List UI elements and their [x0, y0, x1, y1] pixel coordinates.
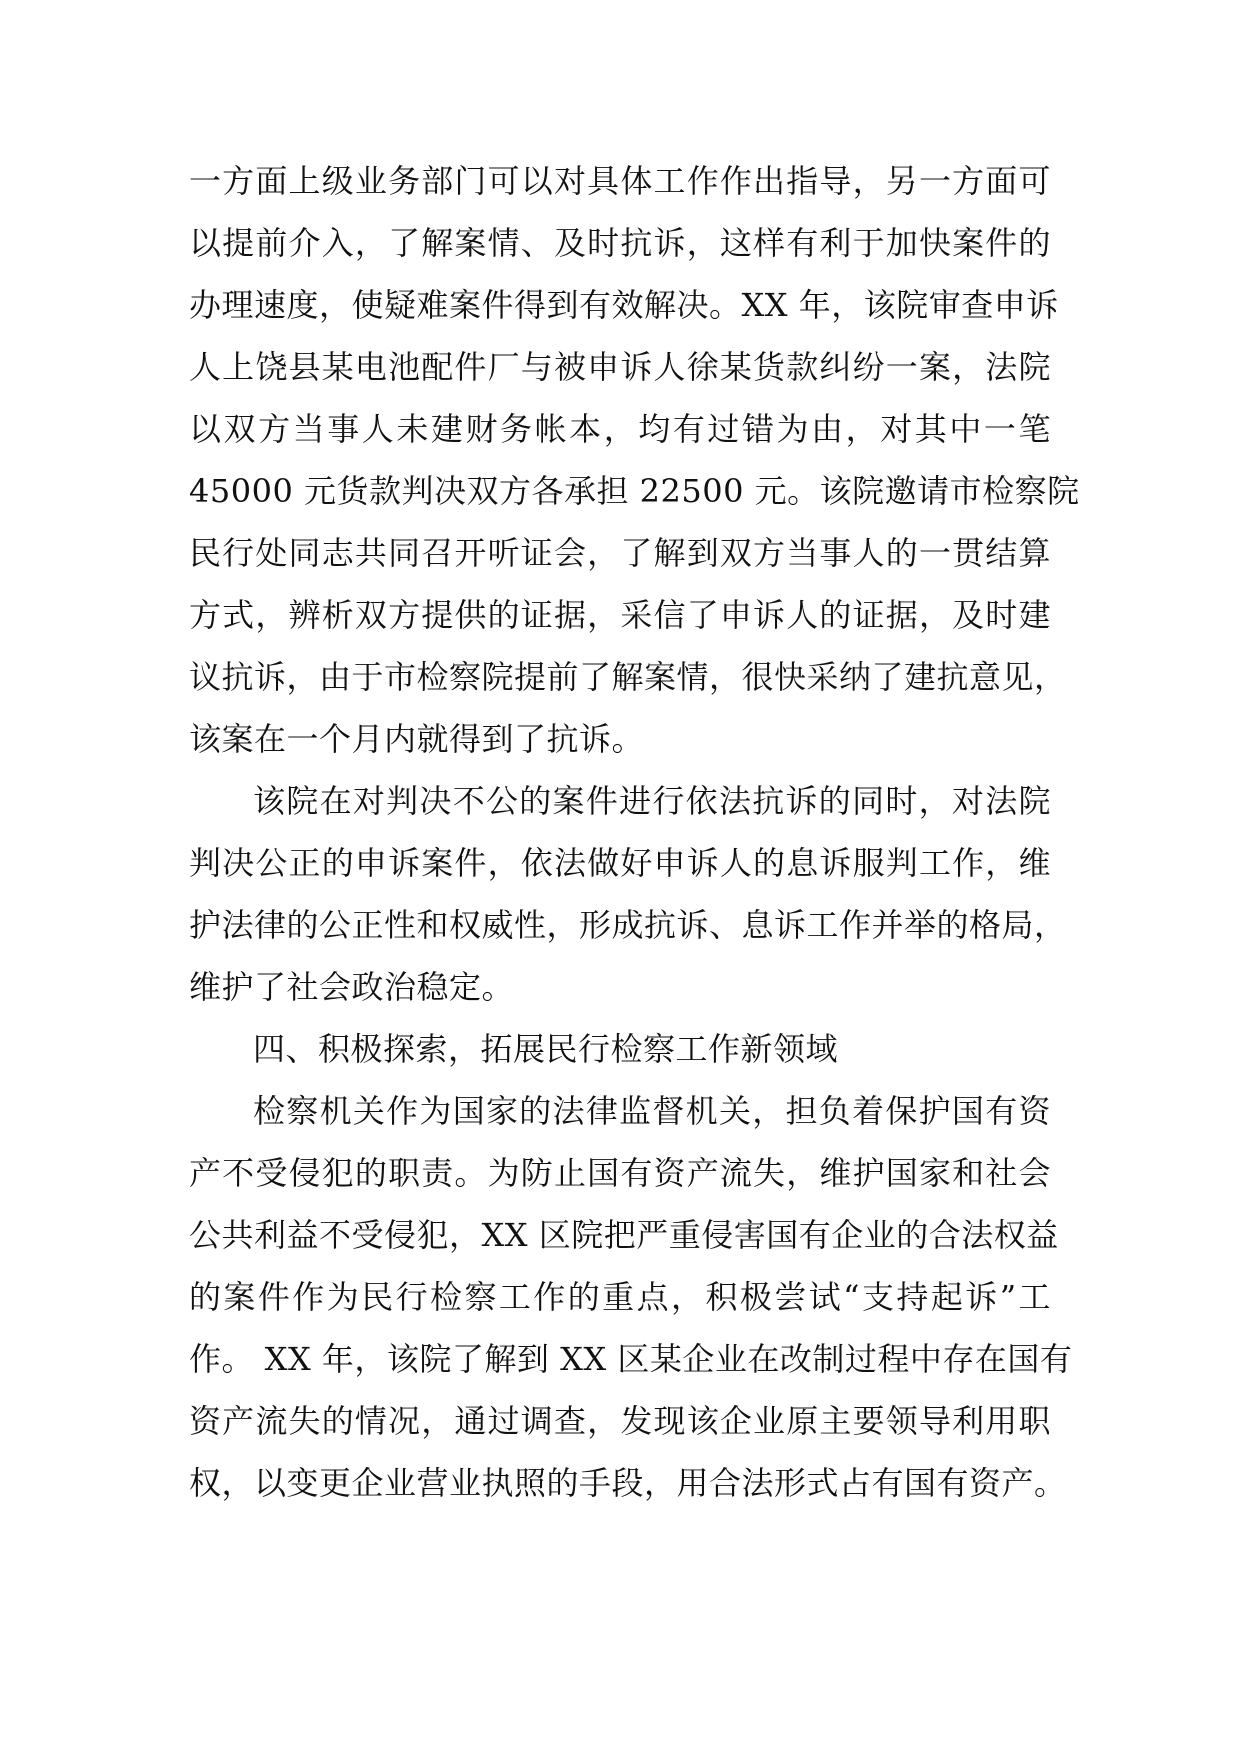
text-line: 民行处同志共同召开听证会，了解到双方当事人的一贯结算 [189, 534, 1051, 572]
text-line: 以双方当事人未建财务帐本，均有过错为由，对其中一笔 [189, 410, 1051, 448]
document-body [189, 150, 1080, 1514]
text-line: 的案件作为民行检察工作的重点，积极尝试“支持起诉”工 [189, 1278, 1051, 1316]
text-line: 45000 元货款判决双方各承担 22500 元。该院邀请市检察院 [189, 472, 1080, 510]
paragraph-end-line: 该案在一个月内就得到了抗诉。 [189, 720, 645, 758]
text-line: 判决公正的申诉案件，依法做好申诉人的息诉服判工作，维 [189, 844, 1051, 882]
text-line: 方式，辨析双方提供的证据，采信了申诉人的证据，及时建 [189, 596, 1051, 634]
text-line: 议抗诉，由于市检察院提前了解案情，很快采纳了建抗意见， [189, 658, 1067, 696]
paragraph-first-line: 检察机关作为国家的法律监督机关，担负着保护国有资 [253, 1092, 1051, 1130]
text-line: 护法律的公正性和权威性，形成抗诉、息诉工作并举的格局， [189, 906, 1067, 944]
paragraph-end-line: 维护了社会政治稳定。 [189, 968, 515, 1006]
section-heading: 四、积极探索，拓展民行检察工作新领域 [253, 1030, 839, 1068]
paragraph-first-line: 该院在对判决不公的案件进行依法抗诉的同时，对法院 [253, 782, 1051, 820]
text-line: 人上饶县某电池配件厂与被申诉人徐某货款纠纷一案，法院 [189, 348, 1051, 386]
text-line: 资产流失的情况，通过调查，发现该企业原主要领导利用职 [189, 1402, 1051, 1440]
text-line: 办理速度，使疑难案件得到有效解决。XX 年，该院审查申诉 [189, 286, 1059, 324]
text-line: 公共利益不受侵犯，XX 区院把严重侵害国有企业的合法权益 [189, 1216, 1059, 1254]
text-line: 一方面上级业务部门可以对具体工作作出指导，另一方面可 [189, 162, 1051, 200]
text-line: 作。 XX 年，该院了解到 XX 区某企业在改制过程中存在国有 [189, 1340, 1073, 1378]
text-line: 产不受侵犯的职责。为防止国有资产流失，维护国家和社会 [189, 1154, 1051, 1192]
text-line: 以提前介入，了解案情、及时抗诉，这样有利于加快案件的 [189, 224, 1051, 262]
text-line: 权，以变更企业营业执照的手段，用合法形式占有国有资产。 [189, 1464, 1067, 1502]
